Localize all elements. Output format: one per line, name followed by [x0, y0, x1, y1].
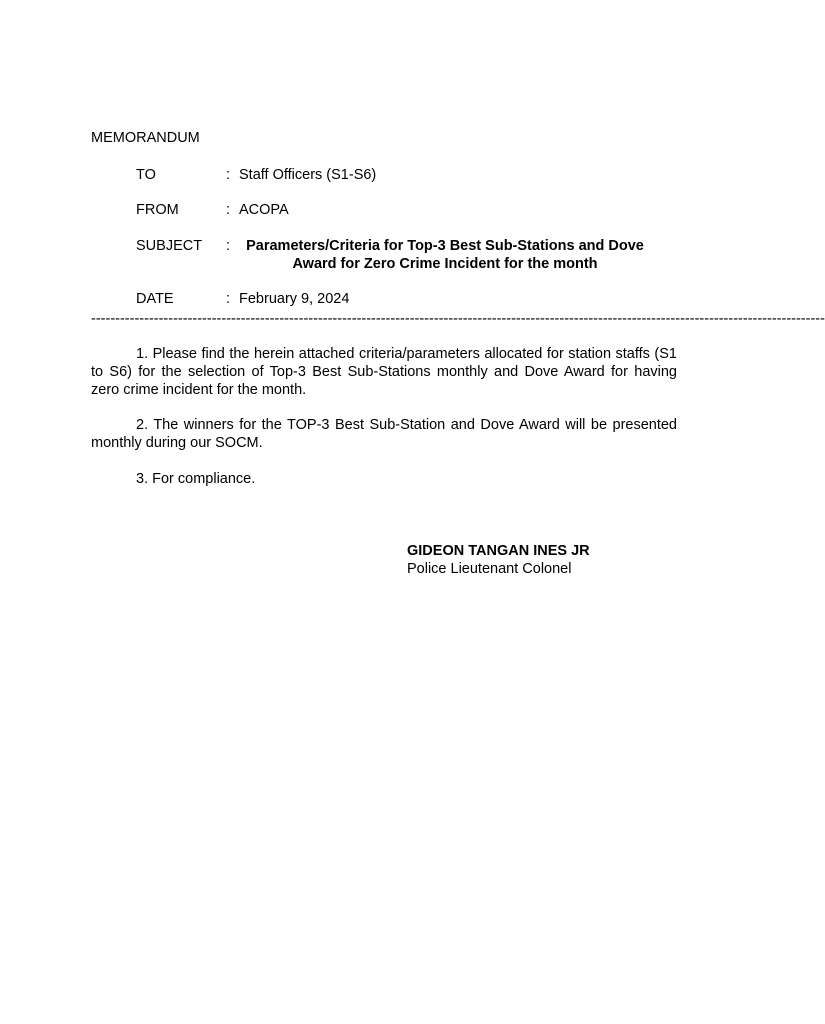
paragraph-3: 3. For compliance. — [136, 471, 256, 487]
memo-title: MEMORANDUM — [91, 130, 200, 146]
paragraph-1: 1. Please find the herein attached criteria/parameters allocated for station staffs (S1 to S6) for the selection of Top-3 Best Sub-Stations monthly and Dove Award for having zero crime incident for the month. — [91, 346, 677, 398]
signatory-rank: Police Lieutenant Colonel — [407, 561, 572, 577]
from-label: FROM — [136, 202, 179, 218]
signatory-name: GIDEON TANGAN INES JR — [407, 543, 590, 559]
signature-block — [407, 542, 590, 578]
subject-line-2: Award for Zero Crime Incident for the month — [292, 255, 598, 272]
subject-label: SUBJECT — [136, 238, 203, 254]
date-separator: : — [226, 291, 231, 307]
subject-value — [239, 238, 651, 273]
to-label: TO — [136, 167, 156, 183]
date-value: February 9, 2024 — [239, 291, 350, 307]
from-separator: : — [226, 202, 231, 218]
to-value: Staff Officers (S1-S6) — [239, 167, 377, 183]
date-label: DATE — [136, 291, 174, 307]
from-value: ACOPA — [239, 202, 289, 218]
header-divider: -------------------------------------------------------------------------------------------------------------------------------------------------------- — [91, 311, 825, 327]
to-separator: : — [226, 167, 231, 183]
subject-separator: : — [226, 238, 231, 254]
subject-line-1: Parameters/Criteria for Top-3 Best Sub-Stations and Dove — [246, 238, 644, 254]
paragraph-2: 2. The winners for the TOP-3 Best Sub-Station and Dove Award will be presented monthly during our SOCM. — [91, 417, 677, 451]
